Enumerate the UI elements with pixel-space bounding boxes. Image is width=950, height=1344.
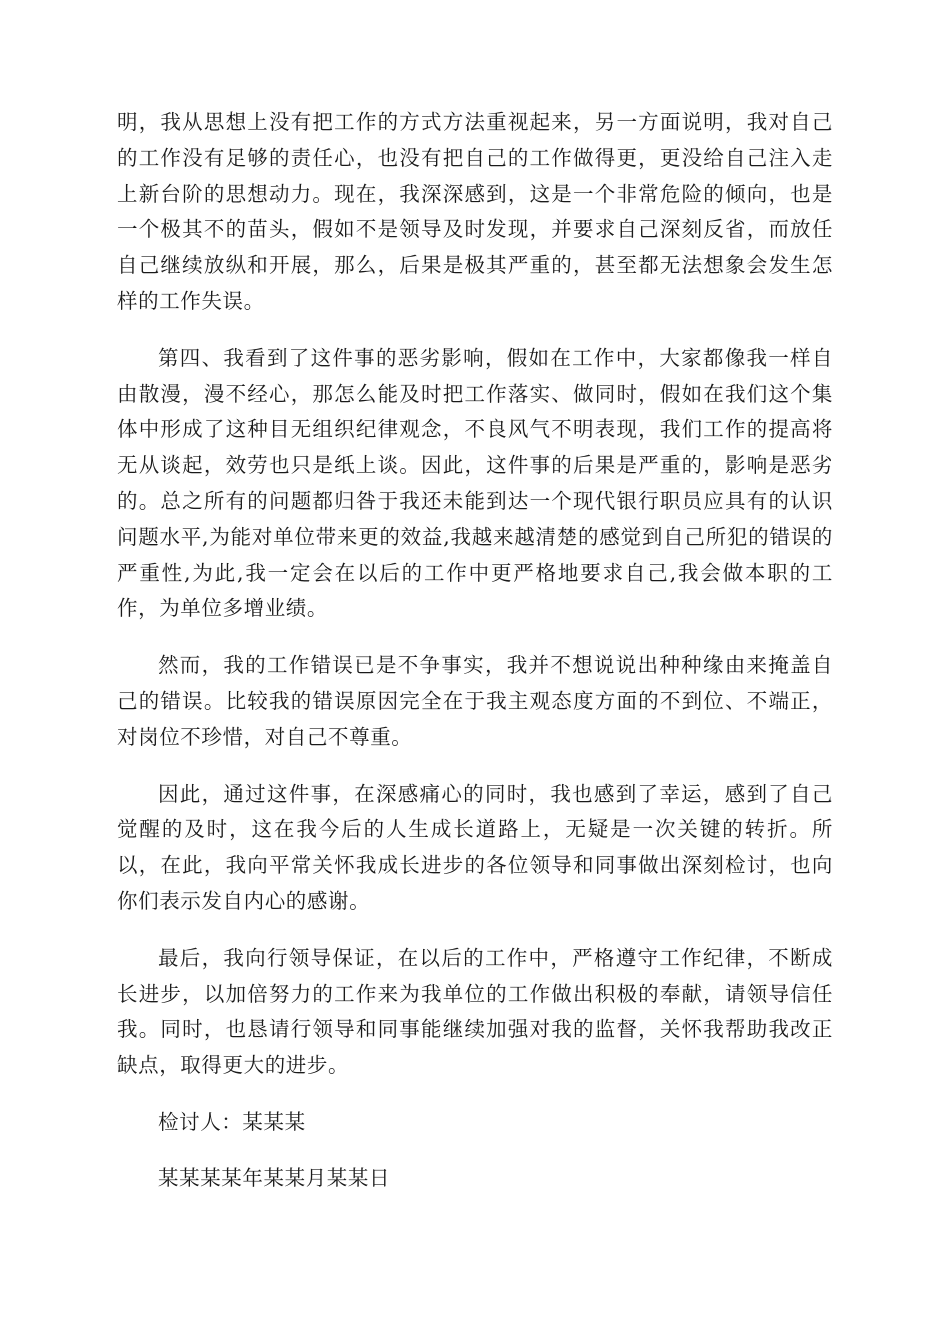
date-line: 某某某某年某某月某某日 bbox=[158, 1165, 391, 1190]
paragraph-fourth-point: 第四、我看到了这件事的恶劣影响，假如在工作中，大家都像我一样自由散漫，漫不经心，那怎么能及时把工作落实、做同时，假如在我们这个集体中形成了这种目无组织纪律观念，不良风气不明表现，我们工作的提高将无从谈起，效劳也只是纸上谈。因此，这件事的后果是严重的，影响是恶劣的。总之所有的问题都归咎于我还未能到达一个现代银行职员应具有的认识问题水平,为能对单位带来更的效益,我越来越清楚的感觉到自己所犯的错误的严重性,为此,我一定会在以后的工作中更严格地要求自己,我会做本职的工作，为单位多增业绩。 bbox=[117, 345, 833, 621]
signature-line: 检讨人：某某某 bbox=[158, 1109, 306, 1134]
paragraph-admission: 然而，我的工作错误已是不争事实，我并不想说说出种种缘由来掩盖自己的错误。比较我的错误原因完全在于我主观态度方面的不到位、不端正，对岗位不珍惜，对自己不尊重。 bbox=[117, 653, 833, 749]
paragraph-gratitude: 因此，通过这件事，在深感痛心的同时，我也感到了幸运，感到了自己觉醒的及时，这在我今后的人生成长道路上，无疑是一次关键的转折。所以，在此，我向平常关怀我成长进步的各位领导和同事做出深刻检讨，也向你们表示发自内心的感谢。 bbox=[117, 781, 833, 913]
document-page bbox=[117, 105, 833, 1217]
paragraph-pledge: 最后，我向行领导保证，在以后的工作中，严格遵守工作纪律，不断成长进步，以加倍努力的工作来为我单位的工作做出积极的奉献，请领导信任我。同时，也恳请行领导和同事能继续加强对我的监督，关怀我帮助我改正缺点，取得更大的进步。 bbox=[117, 945, 833, 1078]
paragraph-continuation: 明，我从思想上没有把工作的方式方法重视起来，另一方面说明，我对自己的工作没有足够的责任心，也没有把自己的工作做得更，更没给自己注入走上新台阶的思想动力。现在，我深深感到，这是一个非常危险的倾向，也是一个极其不的苗头，假如不是领导及时发现，并要求自己深刻反省，而放任自己继续放纵和开展，那么，后果是极其严重的，甚至都无法想象会发生怎样的工作失误。 bbox=[117, 110, 833, 313]
